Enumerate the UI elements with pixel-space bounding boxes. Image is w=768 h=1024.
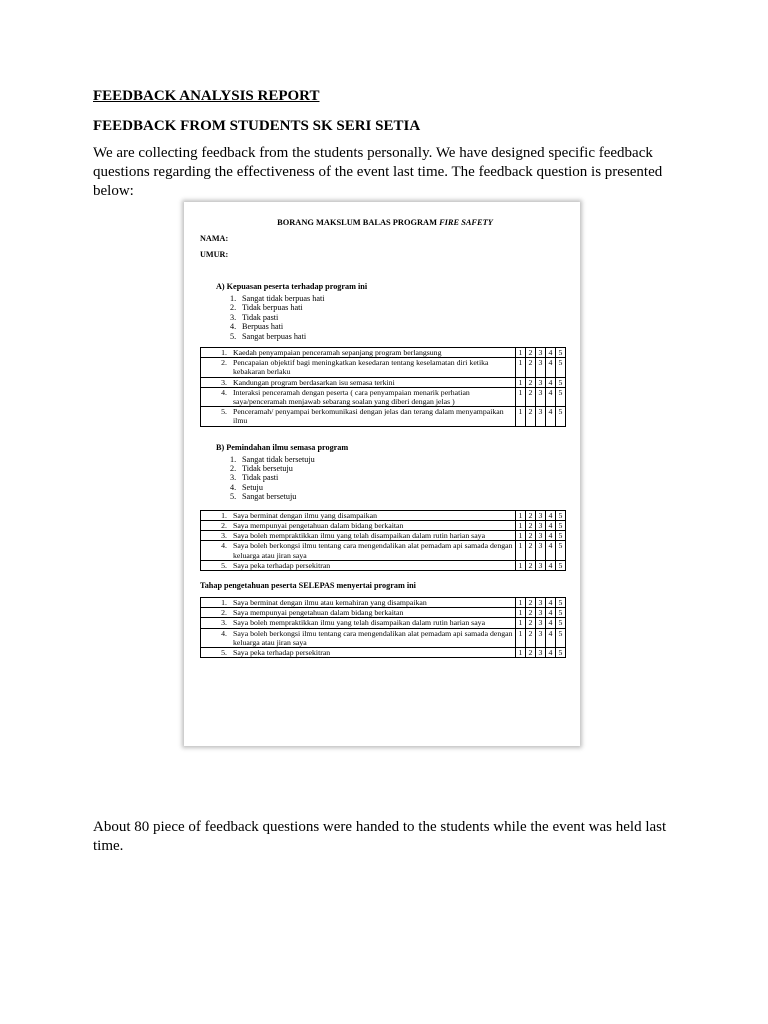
question-row — [201, 647, 566, 657]
question-number: 2. — [201, 358, 232, 377]
scale-item: 4. Setuju — [230, 482, 263, 492]
rating-cell[interactable]: 5 — [556, 377, 566, 387]
form-title-text: BORANG MAKSLUM BALAS PROGRAM — [277, 218, 440, 227]
rating-cell[interactable]: 3 — [536, 597, 546, 607]
rating-cell[interactable]: 4 — [546, 628, 556, 647]
rating-cell[interactable]: 5 — [556, 608, 566, 618]
rating-cell[interactable]: 1 — [516, 647, 526, 657]
rating-cell[interactable]: 1 — [516, 531, 526, 541]
question-text: Saya boleh berkongsi ilmu tentang cara mengendalikan alat pemadam api samada dengan keluarga atau jiran saya — [231, 628, 516, 647]
rating-cell[interactable]: 4 — [546, 358, 556, 377]
question-text: Saya boleh mempraktikkan ilmu yang telah disampaikan dalam rutin harian saya — [231, 531, 516, 541]
rating-cell[interactable]: 5 — [556, 597, 566, 607]
question-row — [201, 387, 566, 406]
rating-cell[interactable]: 4 — [546, 531, 556, 541]
rating-cell[interactable]: 2 — [526, 348, 536, 358]
section-b-heading: B) Pemindahan ilmu semasa program — [216, 442, 349, 452]
question-number: 4. — [201, 628, 232, 647]
rating-cell[interactable]: 1 — [516, 407, 526, 426]
question-text: Saya berminat dengan ilmu yang disampaikan — [231, 510, 516, 520]
rating-cell[interactable]: 3 — [536, 387, 546, 406]
rating-cell[interactable]: 2 — [526, 377, 536, 387]
rating-cell[interactable]: 2 — [526, 597, 536, 607]
question-text: Kandungan program berdasarkan isu semasa terkini — [231, 377, 516, 387]
question-row — [201, 560, 566, 570]
question-number: 1. — [201, 597, 232, 607]
intro-paragraph: We are collecting feedback from the students personally. We have designed specific feedback questions regarding the effectiveness of the event last time. The feedback question is presented below: — [93, 145, 663, 199]
rating-cell[interactable]: 1 — [516, 520, 526, 530]
rating-cell[interactable]: 3 — [536, 608, 546, 618]
scale-item: 1. Sangat tidak bersetuju — [230, 454, 315, 464]
scale-item: 2. Tidak bersetuju — [230, 464, 293, 474]
question-text: Interaksi penceramah dengan peserta ( cara penyampaian menarik perhatian saya/penceramah menjawab sebarang soalan yang diberi dengan jelas ) — [231, 387, 516, 406]
section-b-scale — [230, 455, 570, 502]
question-number: 3. — [201, 531, 232, 541]
umur-label: UMUR: — [200, 250, 229, 259]
question-number: 4. — [201, 541, 232, 560]
rating-cell[interactable]: 2 — [526, 387, 536, 406]
rating-cell[interactable]: 2 — [526, 541, 536, 560]
rating-cell[interactable]: 5 — [556, 358, 566, 377]
question-text: Saya mempunyai pengetahuan dalam bidang berkaitan — [231, 608, 516, 618]
scale-item: 5. Sangat berpuas hati — [230, 331, 307, 341]
section-c-heading: Tahap pengetahuan peserta SELEPAS menyertai program ini — [200, 580, 416, 590]
rating-cell[interactable]: 5 — [556, 628, 566, 647]
rating-cell[interactable]: 4 — [546, 608, 556, 618]
rating-cell[interactable]: 5 — [556, 618, 566, 628]
rating-cell[interactable]: 4 — [546, 348, 556, 358]
closing-paragraph: About 80 piece of feedback questions were handed to the students while the event was held last time. — [93, 819, 667, 854]
question-row — [201, 520, 566, 530]
rating-cell[interactable]: 2 — [526, 608, 536, 618]
scale-item: 3. Tidak pasti — [230, 473, 279, 483]
rating-cell[interactable]: 5 — [556, 531, 566, 541]
rating-cell[interactable]: 4 — [546, 377, 556, 387]
rating-cell[interactable]: 3 — [536, 520, 546, 530]
section-c-table — [200, 597, 566, 658]
question-row — [201, 407, 566, 426]
rating-cell[interactable]: 2 — [526, 647, 536, 657]
question-row — [201, 531, 566, 541]
question-row — [201, 377, 566, 387]
question-number: 3. — [201, 618, 232, 628]
rating-cell[interactable]: 1 — [516, 628, 526, 647]
question-text: Saya boleh mempraktikkan ilmu yang telah disampaikan dalam rutin harian saya — [231, 618, 516, 628]
rating-cell[interactable]: 3 — [536, 377, 546, 387]
rating-cell[interactable]: 4 — [546, 560, 556, 570]
rating-cell[interactable]: 2 — [526, 520, 536, 530]
rating-cell[interactable]: 5 — [556, 560, 566, 570]
rating-cell[interactable]: 1 — [516, 377, 526, 387]
rating-cell[interactable]: 4 — [546, 510, 556, 520]
question-row — [201, 348, 566, 358]
rating-cell[interactable]: 4 — [546, 597, 556, 607]
rating-cell[interactable]: 4 — [546, 647, 556, 657]
rating-cell[interactable]: 4 — [546, 387, 556, 406]
question-number: 5. — [201, 407, 232, 426]
scale-item: 4. Berpuas hati — [230, 322, 284, 332]
report-heading: FEEDBACK ANALYSIS REPORT — [93, 88, 320, 104]
rating-cell[interactable]: 4 — [546, 520, 556, 530]
section-a-scale — [230, 294, 570, 341]
scale-item: 3. Tidak pasti — [230, 312, 279, 322]
question-row — [201, 541, 566, 560]
rating-cell[interactable]: 3 — [536, 510, 546, 520]
rating-cell[interactable]: 5 — [556, 647, 566, 657]
section-a-table — [200, 347, 566, 427]
rating-cell[interactable]: 5 — [556, 510, 566, 520]
rating-cell[interactable]: 2 — [526, 407, 536, 426]
form-title — [200, 218, 570, 228]
rating-cell[interactable]: 3 — [536, 628, 546, 647]
rating-cell[interactable]: 3 — [536, 348, 546, 358]
question-text: Penceramah/ penyampai berkomunikasi dengan jelas dan terang dalam menyampaikan ilmu — [231, 407, 516, 426]
question-row — [201, 608, 566, 618]
rating-cell[interactable]: 2 — [526, 531, 536, 541]
rating-cell[interactable]: 2 — [526, 628, 536, 647]
question-number: 1. — [201, 348, 232, 358]
rating-cell[interactable]: 3 — [536, 358, 546, 377]
rating-cell[interactable]: 1 — [516, 608, 526, 618]
rating-cell[interactable]: 5 — [556, 407, 566, 426]
rating-cell[interactable]: 1 — [516, 618, 526, 628]
section-a-heading: A) Kepuasan peserta terhadap program ini — [216, 282, 368, 291]
feedback-form — [200, 218, 570, 658]
rating-cell[interactable]: 1 — [516, 560, 526, 570]
question-text: Kaedah penyampaian penceramah sepanjang program berlangsung — [231, 348, 516, 358]
rating-cell[interactable]: 5 — [556, 348, 566, 358]
question-text: Saya berminat dengan ilmu atau kemahiran yang disampaikan — [231, 597, 516, 607]
rating-cell[interactable]: 2 — [526, 618, 536, 628]
section-b-table — [200, 510, 566, 571]
scale-item: 2. Tidak berpuas hati — [230, 303, 303, 313]
rating-cell[interactable]: 1 — [516, 510, 526, 520]
rating-cell[interactable]: 2 — [526, 358, 536, 377]
rating-cell[interactable]: 1 — [516, 348, 526, 358]
question-number: 3. — [201, 377, 232, 387]
question-number: 1. — [201, 510, 232, 520]
question-number: 2. — [201, 520, 232, 530]
question-text: Saya peka terhadap persekitran — [231, 560, 516, 570]
rating-cell[interactable]: 4 — [546, 618, 556, 628]
rating-cell[interactable]: 3 — [536, 407, 546, 426]
rating-cell[interactable]: 5 — [556, 520, 566, 530]
rating-cell[interactable]: 1 — [516, 541, 526, 560]
rating-cell[interactable]: 3 — [536, 531, 546, 541]
question-number: 4. — [201, 387, 232, 406]
rating-cell[interactable]: 1 — [516, 387, 526, 406]
rating-cell[interactable]: 1 — [516, 358, 526, 377]
question-text: Saya peka terhadap persekitran — [231, 647, 516, 657]
form-title-italic: FIRE SAFETY — [439, 218, 493, 227]
question-text: Pencapaian objektif bagi meningkatkan kesedaran tentang keselamatan diri ketika kebakaran berlaku — [231, 358, 516, 377]
rating-cell[interactable]: 3 — [536, 647, 546, 657]
rating-cell[interactable]: 4 — [546, 541, 556, 560]
nama-label: NAMA: — [200, 234, 229, 243]
question-row — [201, 618, 566, 628]
question-row — [201, 628, 566, 647]
rating-cell[interactable]: 1 — [516, 597, 526, 607]
question-number: 5. — [201, 560, 232, 570]
rating-cell[interactable]: 3 — [536, 541, 546, 560]
rating-cell[interactable]: 5 — [556, 387, 566, 406]
rating-cell[interactable]: 5 — [556, 541, 566, 560]
rating-cell[interactable]: 3 — [536, 618, 546, 628]
rating-cell[interactable]: 4 — [546, 407, 556, 426]
question-text: Saya boleh berkongsi ilmu tentang cara mengendalikan alat pemadam api samada dengan keluarga atau jiran saya — [231, 541, 516, 560]
scale-item: 5. Sangat bersetuju — [230, 492, 297, 502]
question-row — [201, 510, 566, 520]
rating-cell[interactable]: 3 — [536, 560, 546, 570]
rating-cell[interactable]: 2 — [526, 560, 536, 570]
question-row — [201, 358, 566, 377]
question-text: Saya mempunyai pengetahuan dalam bidang berkaitan — [231, 520, 516, 530]
question-number: 2. — [201, 608, 232, 618]
rating-cell[interactable]: 2 — [526, 510, 536, 520]
scale-item: 1. Sangat tidak berpuas hati — [230, 294, 325, 303]
report-subheading: FEEDBACK FROM STUDENTS SK SERI SETIA — [93, 118, 421, 134]
question-number: 5. — [201, 647, 232, 657]
question-row — [201, 597, 566, 607]
report-page — [93, 86, 683, 201]
